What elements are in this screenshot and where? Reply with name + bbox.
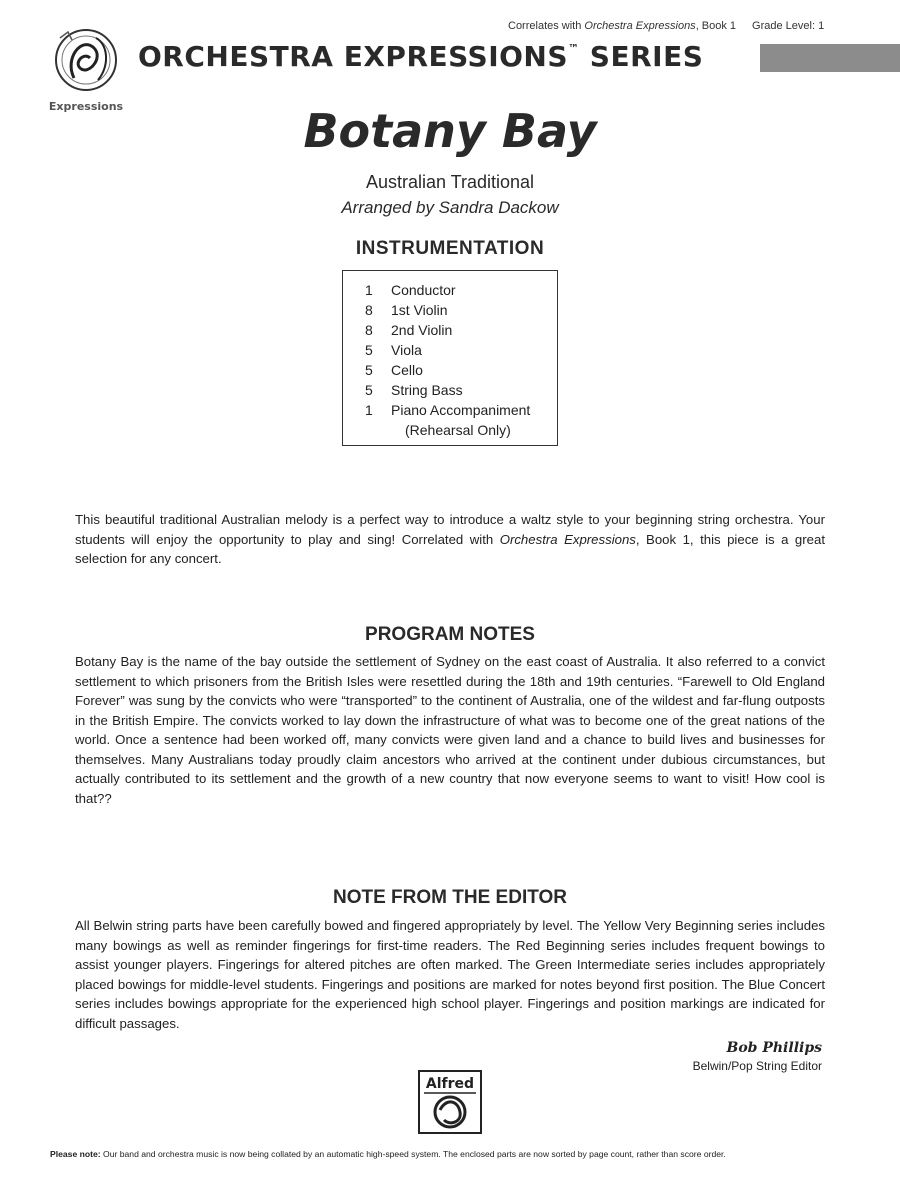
- intro-paragraph: [75, 510, 825, 569]
- instrument-quantity: 1: [365, 402, 373, 418]
- orchestra-expressions-logo: [44, 18, 128, 114]
- piece-title: Botany Bay: [303, 104, 597, 158]
- instrument-name: Conductor: [391, 282, 456, 298]
- instrument-name: Cello: [391, 362, 423, 378]
- series-name: ORCHESTRA EXPRESSIONS: [138, 40, 569, 73]
- correlates-book-title: Orchestra Expressions: [584, 20, 696, 32]
- correlates-suffix: , Book 1: [695, 20, 737, 32]
- instrument-name: String Bass: [391, 382, 463, 398]
- instrument-name: 2nd Violin: [391, 322, 453, 338]
- header-bar: [760, 44, 900, 72]
- editor-note-heading: NOTE FROM THE EDITOR: [333, 887, 567, 908]
- instrument-quantity: 5: [365, 342, 373, 358]
- instrument-item: [365, 380, 530, 400]
- alfred-logo: [418, 1070, 482, 1134]
- program-notes-heading: PROGRAM NOTES: [365, 624, 535, 645]
- instrument-item: [365, 320, 530, 340]
- arranger-credit: Arranged by Sandra Dackow: [341, 198, 559, 217]
- instrumentation-list: [365, 280, 530, 440]
- intro-book-title: Orchestra Expressions: [499, 531, 636, 547]
- footer-note-label: Please note:: [50, 1149, 101, 1159]
- correlates-prefix: Correlates with: [508, 20, 585, 32]
- instrument-quantity: 5: [365, 382, 373, 398]
- intro-text-start: This beautiful traditional Australian melody is a perfect way to introduce a waltz style to your beginning string orchestra. Your students will enjoy the opportunity to play and sing! Correlated with: [75, 512, 825, 547]
- editor-note-body: All Belwin string parts have been carefully bowed and fingered appropriately by level. The Yellow Very Beginning series includes many bowings as well as reminder fingerings for first-time readers. The Red Beginning series includes frequent bowings to assist younger players. Fingerings for altered pitches are often marked. The Green Intermediate series includes appropriately placed bowings for middle-level students. Fingerings and positions are marked for notes beyond first position. The Blue Concert series includes bowings appropriate for the experienced high school player. Fingerings and position markings are indicated for difficult passages.: [75, 918, 825, 1031]
- instrument-quantity: 5: [365, 362, 373, 378]
- instrument-item: [365, 400, 530, 420]
- composer-credit: Australian Traditional: [365, 172, 535, 192]
- program-notes-body: Botany Bay is the name of the bay outside the settlement of Sydney on the east coast of Australia. It also referred to a convict settlement to which prisoners from the British Isles were resettled during the 18th and 19th centuries. “Farewell to Old England Forever” was sung by the convicts who were “transported” to the continent of Australia, one of the wildest and far-flung outposts in the British Empire. The convicts worked to lay down the infrastructure of what was to become one of the great nations of the world. Once a sentence had been worked off, many convicts were given land and a chance to build lives and businesses for themselves. Many Australians today proudly claim ancestors who arrived at the continent under dubious circumstances, but actually contributed to its settlement and the growth of a new country that now everyone seems to want to visit! How cool is that??: [75, 654, 825, 806]
- correlates-line: [508, 20, 824, 32]
- instrument-item: [365, 280, 530, 300]
- instrument-quantity: 1: [365, 282, 373, 298]
- trademark-symbol: ™: [568, 42, 580, 55]
- footer-note: [50, 1149, 726, 1159]
- instrument-item: [365, 360, 530, 380]
- editor-title: Belwin/Pop String Editor: [692, 1059, 822, 1073]
- footer-note-text: Our band and orchestra music is now being collated by an automatic high-speed system. The enclosed parts are now sorted by page count, rather than score order.: [100, 1149, 726, 1159]
- instrument-note: (Rehearsal Only): [405, 422, 511, 438]
- instrument-item: [365, 300, 530, 320]
- instrument-quantity: 8: [365, 302, 373, 318]
- series-suffix: SERIES: [579, 40, 704, 73]
- instrument-name: Piano Accompaniment: [391, 402, 531, 418]
- editor-signature: Bob Phillips: [726, 1040, 822, 1056]
- instrument-name: 1st Violin: [391, 302, 448, 318]
- svg-text:Alfred: Alfred: [425, 1076, 475, 1092]
- instrumentation-heading: INSTRUMENTATION: [355, 238, 545, 259]
- instrument-item: [365, 340, 530, 360]
- grade-level: Grade Level: 1: [752, 20, 825, 32]
- svg-text:Expressions: Expressions: [48, 100, 124, 113]
- series-title: [138, 40, 703, 73]
- instrument-quantity: 8: [365, 322, 373, 338]
- instrumentation-box: [342, 270, 558, 446]
- instrument-name: Viola: [391, 342, 422, 358]
- intro-text-end: , Book 1, this piece is a great selection for any concert.: [75, 531, 825, 566]
